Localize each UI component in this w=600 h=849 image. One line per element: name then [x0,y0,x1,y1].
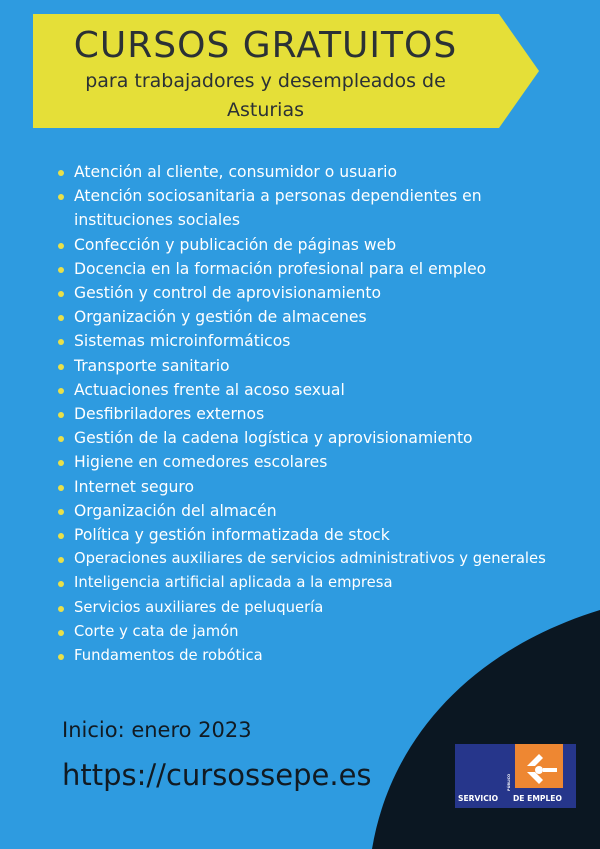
course-name: Gestión y control de aprovisionamiento [74,284,381,303]
list-item [58,233,558,257]
list-item [58,499,558,523]
list-item [58,160,558,184]
list-item [58,644,558,668]
bullet-icon [58,436,64,442]
logo-symbol-icon [515,744,563,788]
course-name: Internet seguro [74,477,194,496]
course-name: Higiene en comedores escolares [74,453,328,472]
course-name: Organización del almacén [74,501,277,520]
bullet-icon [58,460,64,466]
bullet-icon [58,606,64,612]
website-url[interactable]: https://cursossepe.es [62,758,372,792]
bullet-icon [58,315,64,321]
list-item [58,571,558,595]
bullet-icon [58,388,64,394]
bullet-icon [58,533,64,539]
list-item [58,281,558,305]
bullet-icon [58,291,64,297]
list-item [58,402,558,426]
list-item [58,354,558,378]
course-name: Fundamentos de robótica [74,647,263,665]
course-name: Atención sociosanitaria a personas dependientes en instituciones sociales [74,187,482,230]
list-item [58,184,558,232]
sepe-logo [455,744,576,808]
logo-word-publico: PÚBLICO [507,773,511,791]
course-name: Gestión de la cadena logística y aprovisionamiento [74,429,473,448]
list-item [58,475,558,499]
list-item [58,329,558,353]
start-date: Inicio: enero 2023 [62,718,252,742]
course-name: Sistemas microinformáticos [74,332,291,351]
bullet-icon [58,364,64,370]
list-item [58,426,558,450]
course-name: Organización y gestión de almacenes [74,308,367,327]
bullet-icon [58,243,64,249]
course-name: Desfibriladores externos [74,405,265,424]
bullet-icon [58,170,64,176]
course-name: Confección y publicación de páginas web [74,235,397,254]
list-item [58,523,558,547]
list-item [58,378,558,402]
logo-word-de-empleo: DE EMPLEO [513,794,562,803]
bullet-icon [58,654,64,660]
bullet-icon [58,581,64,587]
course-list [58,160,558,668]
course-name: Atención al cliente, consumidor o usuario [74,163,398,181]
bullet-icon [58,557,64,563]
course-name: Docencia en la formación profesional para el empleo [74,259,487,278]
list-item [58,450,558,474]
course-name: Operaciones auxiliares de servicios administrativos y generales [74,550,546,568]
bullet-icon [58,412,64,418]
course-name: Política y gestión informatizada de stock [74,526,390,545]
list-item [58,305,558,329]
page-title: CURSOS GRATUITOS [73,25,458,66]
logo-word-servicio: SERVICIO [458,794,499,803]
course-name: Servicios auxiliares de peluquería [74,598,324,616]
bullet-icon [58,194,64,200]
bullet-icon [58,267,64,273]
list-item [58,596,558,620]
list-item [58,620,558,644]
bullet-icon [58,339,64,345]
bullet-icon [58,630,64,636]
course-name: Transporte sanitario [74,356,230,375]
course-name: Corte y cata de jamón [74,622,239,640]
logo-mark [515,744,563,788]
page-subtitle-line1: para trabajadores y desempleados de [85,70,446,92]
course-name: Actuaciones frente al acoso sexual [74,380,345,399]
bullet-icon [58,509,64,515]
list-item [58,257,558,281]
bullet-icon [58,485,64,491]
course-name: Inteligencia artificial aplicada a la empresa [74,574,393,592]
title-banner [33,14,498,128]
page-subtitle-line2: Asturias [226,99,305,121]
list-item [58,547,558,571]
